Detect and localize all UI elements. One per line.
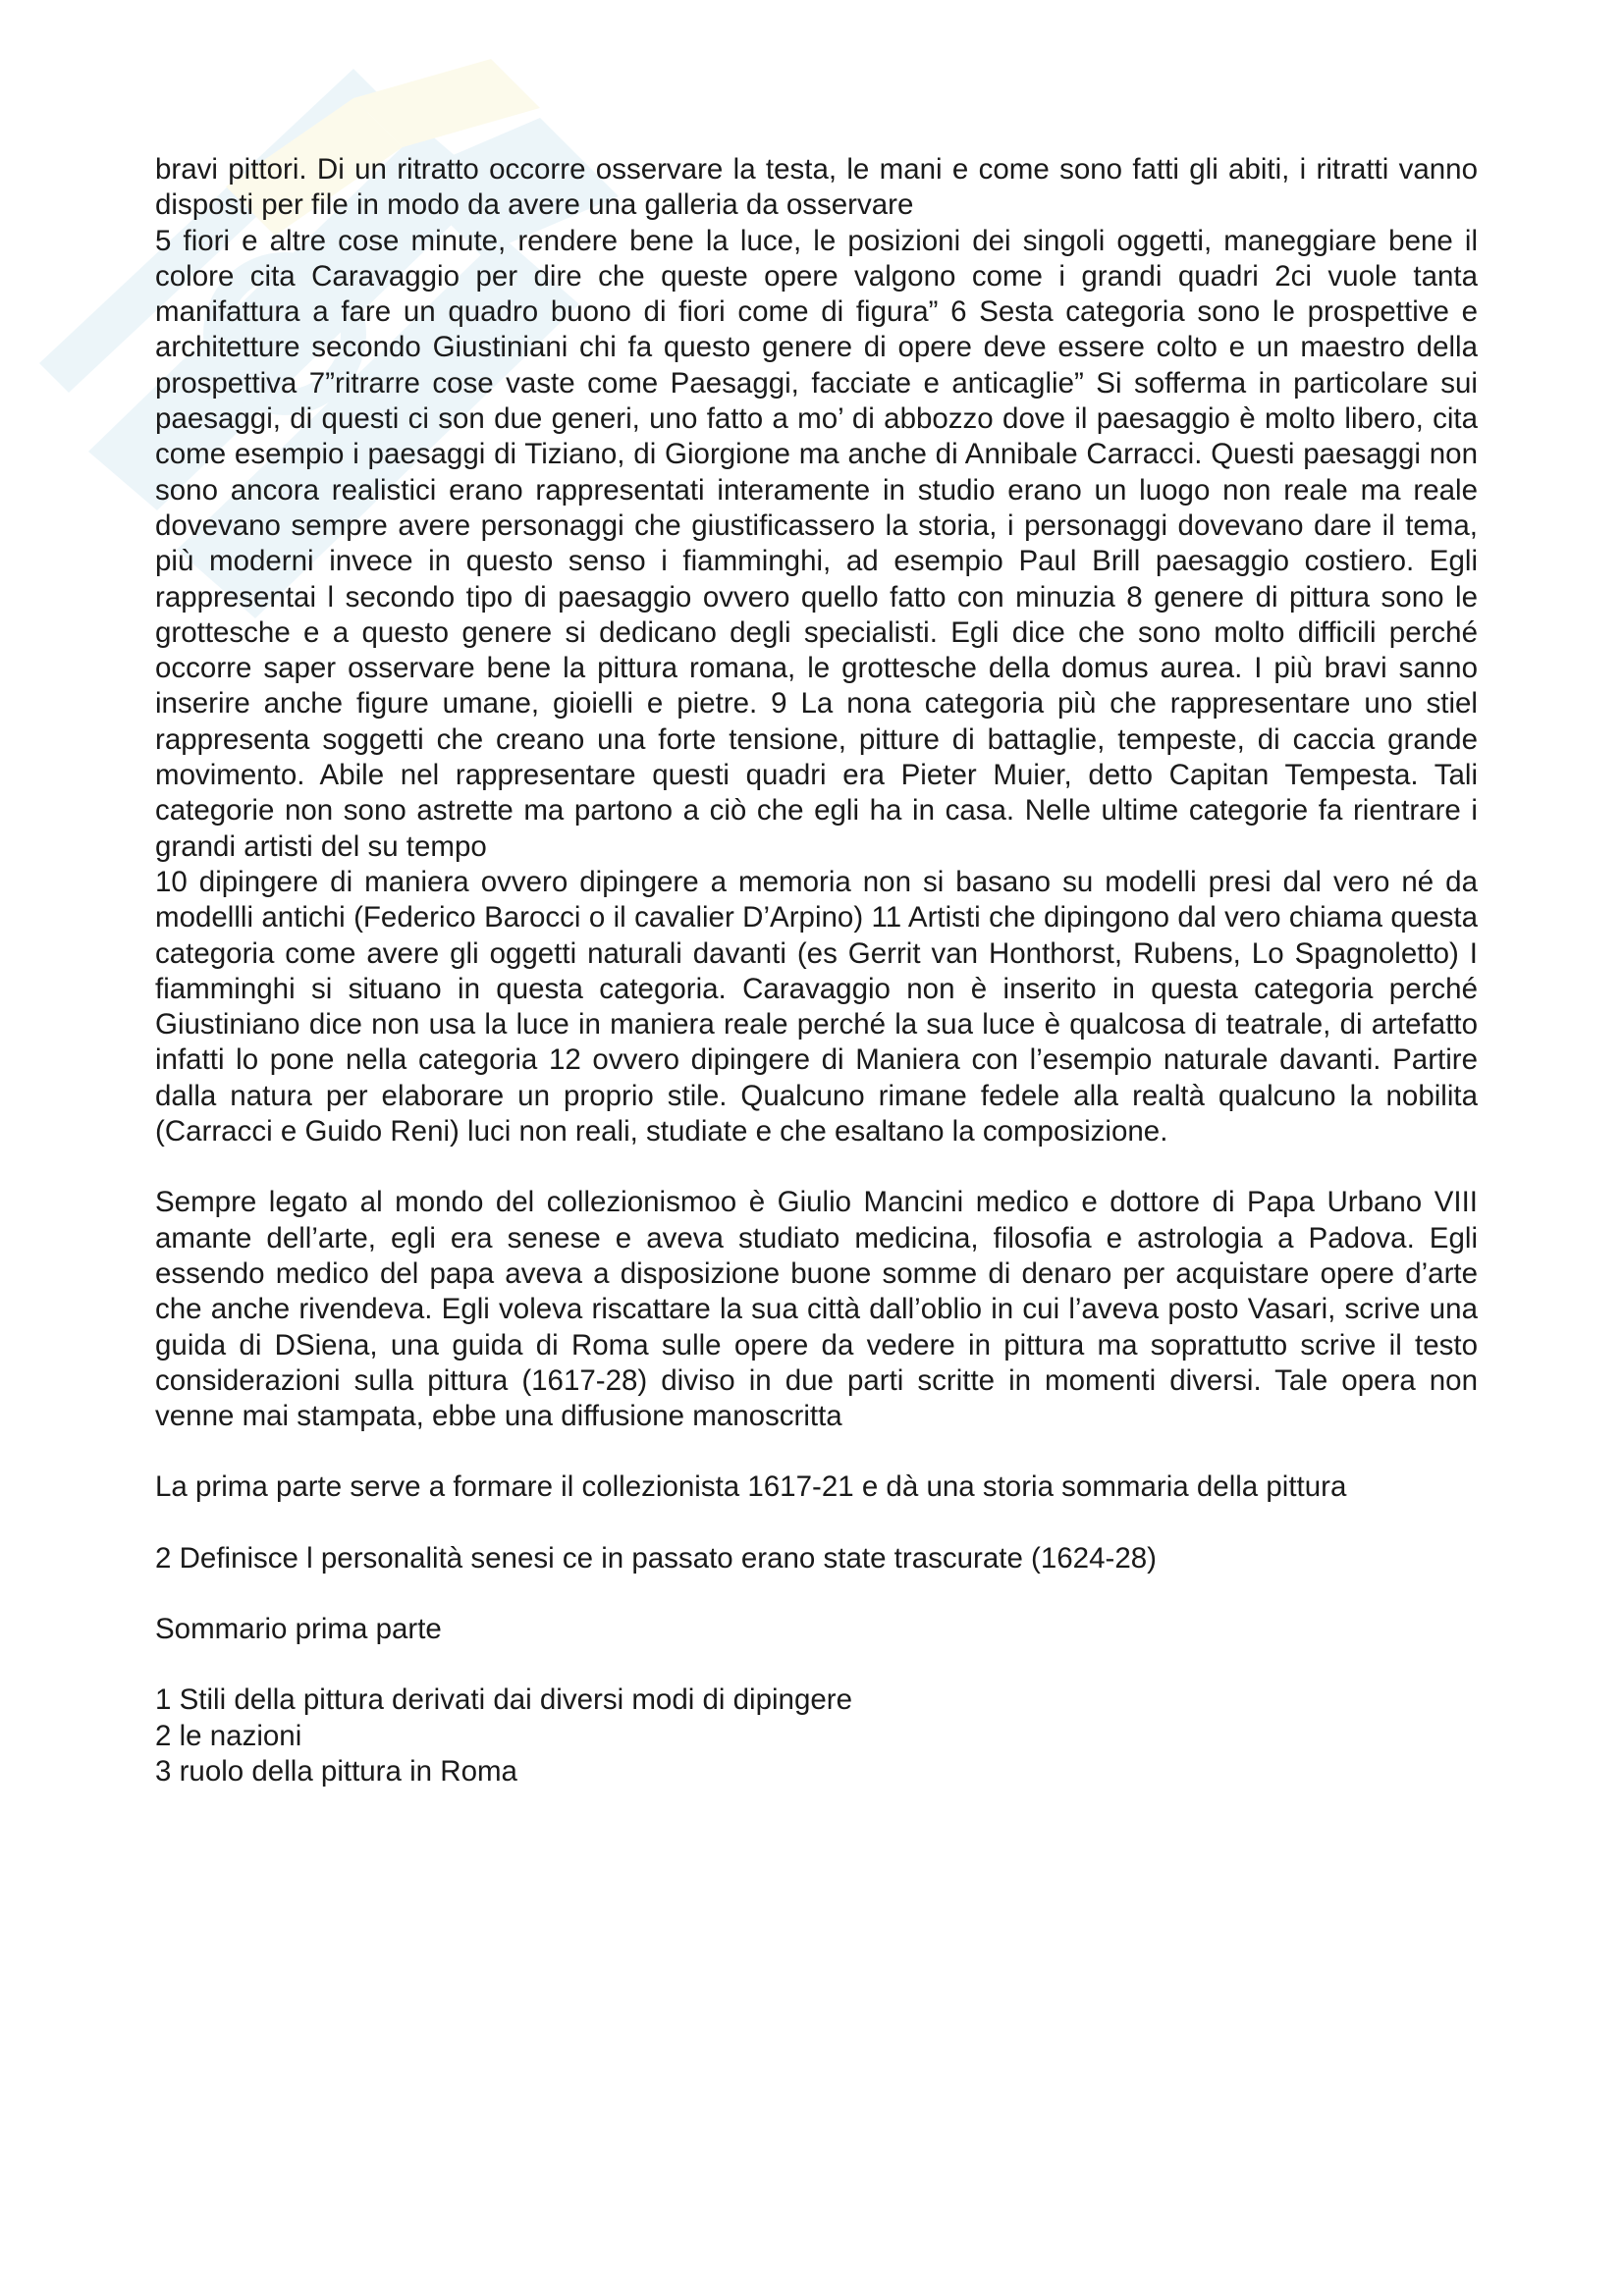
paragraph-spacer <box>155 1434 1478 1469</box>
paragraph-second-part: 2 Definisce l personalità senesi ce in passato erano state trascurate (1624-28) <box>155 1541 1157 1575</box>
paragraph-spacer <box>155 1576 1478 1612</box>
paragraph-portraits: bravi pittori. Di un ritratto occorre osservare la testa, le mani e come sono fatti gli abiti, i ritratti vanno disposti per file in modo da avere una galleria da osservare <box>155 153 1478 222</box>
summary-heading: Sommario prima parte <box>155 1612 442 1645</box>
summary-item: 3 ruolo della pittura in Roma <box>155 1754 517 1788</box>
paragraph-spacer <box>155 1506 1478 1541</box>
paragraph-maniera: 10 dipingere di maniera ovvero dipingere a memoria non si basano su modelli presi dal vero né da modellli antichi (Federico Barocci o il cavalier D’Arpino) 11 Artisti che dipingono dal vero chiama questa categoria come avere gli oggetti naturali davanti (es Gerrit van Honthorst, Rubens, Lo Spagnoletto) I fiamminghi si situano in questa categoria. Caravaggio non è inserito in questa categoria perché Giustiniano dice non usa la luce in maniera reale perché la sua luce è qualcosa di teatrale, di artefatto infatti lo pone nella categoria 12 ovvero dipingere di Maniera con l’esempio naturale davanti. Partire dalla natura per elaborare un proprio stile. Qualcuno rimane fedele alla realtà qualcuno la nobilita (Carracci e Guido Reni) luci non reali, studiate e che esaltano la composizione. <box>155 865 1478 1148</box>
summary-list <box>155 1682 1478 1789</box>
paragraph-spacer <box>155 1149 1478 1185</box>
paragraph-spacer <box>155 1647 1478 1682</box>
paragraph-mancini: Sempre legato al mondo del collezionismoo è Giulio Mancini medico e dottore di Papa Urbano VIII amante dell’arte, egli era senese e aveva studiato medicina, filosofia e astrologia a Padova. Egli essendo medico del papa aveva a disposizione buone somme di denaro per acquistare opere d’arte che anche rivendeva. Egli voleva riscattare la sua città dall’oblio in cui l’aveva posto Vasari, scrive una guida di DSiena, una guida di Roma sulle opere da vedere in pittura ma soprattutto scrive il testo considerazioni sulla pittura (1617-28) diviso in due parti scritte in momenti diversi. Tale opera non venne mai stampata, ebbe una diffusione manoscritta <box>155 1186 1478 1433</box>
paragraph-first-part: La prima parte serve a formare il collezionista 1617-21 e dà una storia sommaria della pittura <box>155 1470 1347 1504</box>
document-body <box>155 152 1478 1789</box>
summary-item: 2 le nazioni <box>155 1719 302 1752</box>
paragraph-categories: 5 fiori e altre cose minute, rendere bene la luce, le posizioni dei singoli oggetti, maneggiare bene il colore cita Caravaggio per dire che queste opere valgono come i grandi quadri 2ci vuole tanta manifattura a fare un quadro buono di fiori come di figura” 6 Sesta categoria sono le prospettive e architetture secondo Giustiniani chi fa questo genere di opere deve essere colto e un maestro della prospettiva 7”ritrarre cose vaste come Paesaggi, facciate e anticaglie” Si sofferma in particolare sui paesaggi, di questi ci son due generi, uno fatto a mo’ di abbozzo dove il paesaggio è molto libero, cita come esempio i paesaggi di Tiziano, di Giorgione ma anche di Annibale Carracci. Questi paesaggi non sono ancora realistici erano rappresentati interamente in studio erano un luogo non reale ma reale dovevano sempre avere personaggi che giustificassero la storia, i personaggi dovevano dare il tema, più moderni invece in questo senso i fiamminghi, ad esempio Paul Brill paesaggio costiero. Egli rappresentai l secondo tipo di paesaggio ovvero quello fatto con minuzia 8 genere di pittura sono le grottesche e a questo genere si dedicano degli specialisti. Egli dice che sono molto difficili perché occorre saper osservare bene la pittura romana, le grottesche della domus aurea. I più bravi sanno inserire anche figure umane, gioielli e pietre. 9 La nona categoria più che rappresentare uno stiel rappresenta soggetti che creano una forte tensione, pitture di battaglie, tempeste, di caccia grande movimento. Abile nel rappresentare questi quadri era Pieter Muier, detto Capitan Tempesta. Tali categorie non sono astrette ma partono a ciò che egli ha in casa. Nelle ultime categorie fa rientrare i grandi artisti del su tempo <box>155 224 1478 863</box>
summary-item: 1 Stili della pittura derivati dai diversi modi di dipingere <box>155 1683 853 1717</box>
